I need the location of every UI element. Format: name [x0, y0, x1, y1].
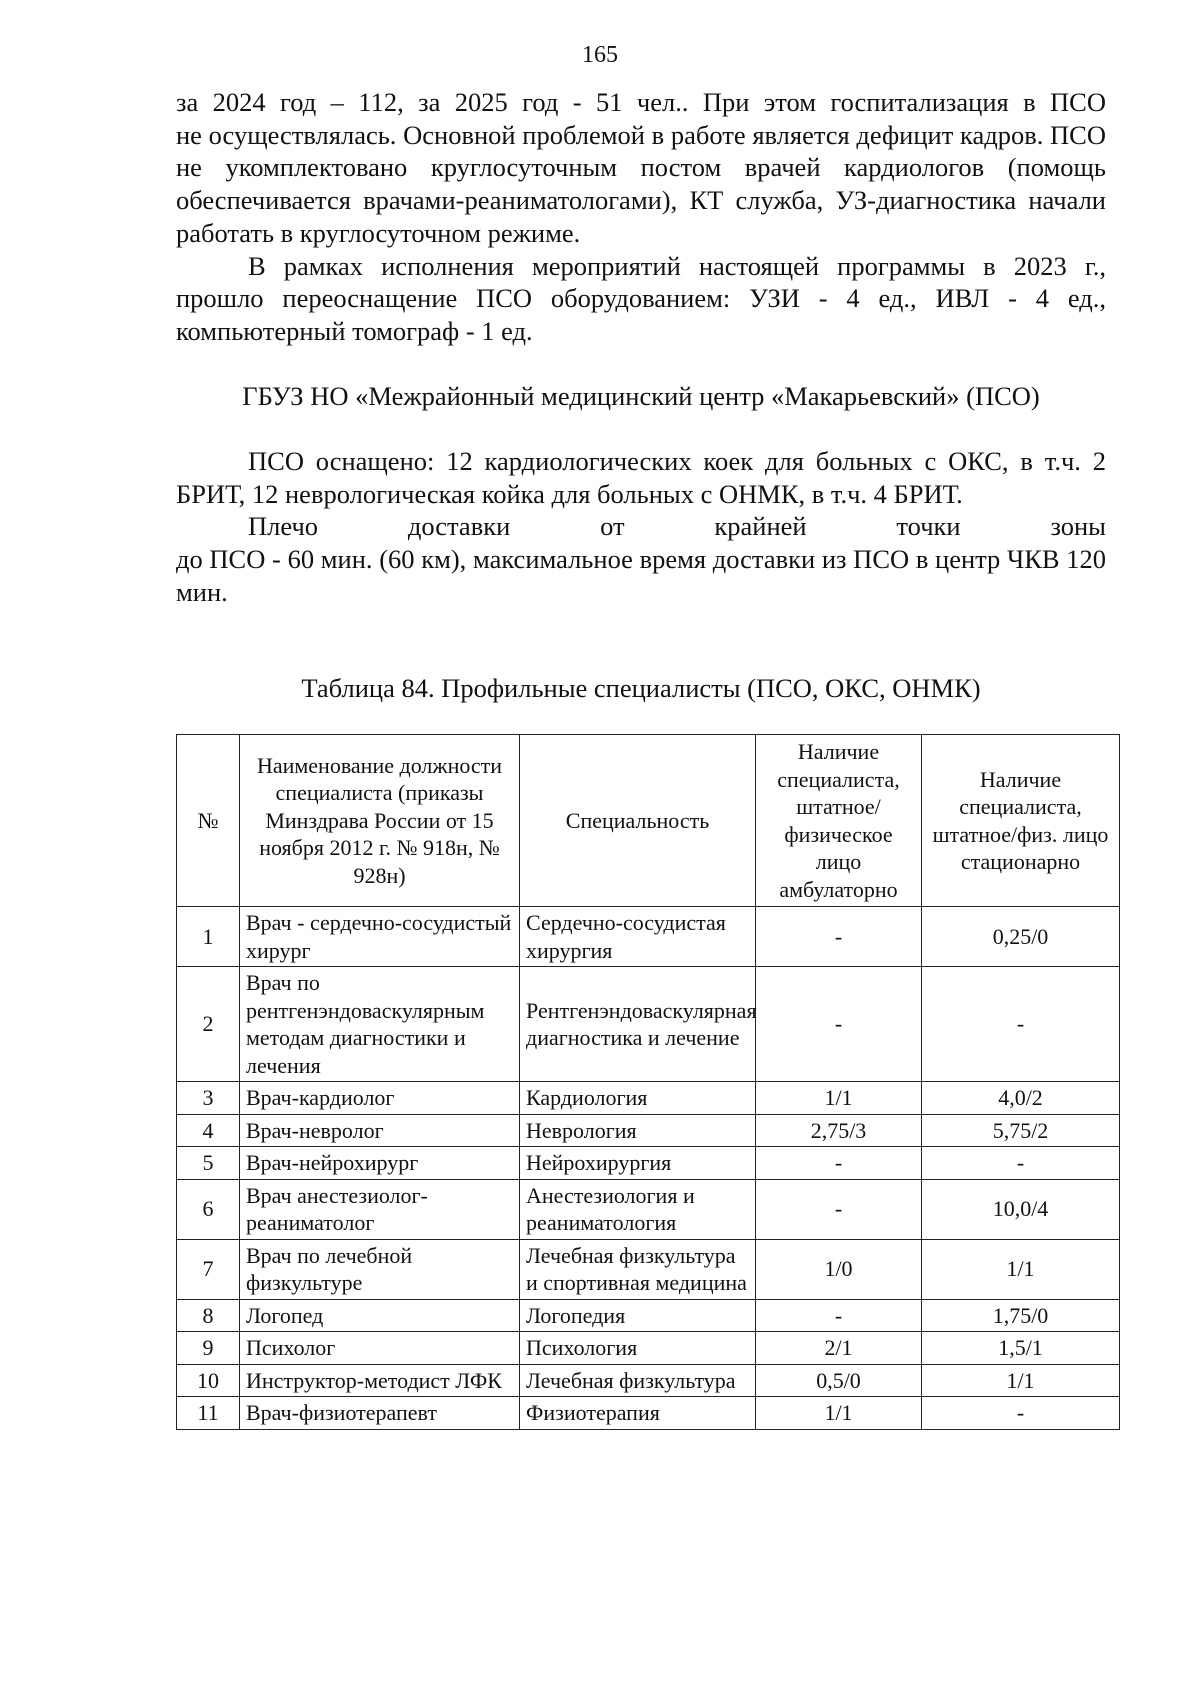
- page-number: 165: [582, 42, 618, 68]
- section-title: ГБУЗ НО «Межрайонный медицинский центр «Макарьевский» (ПСО): [242, 381, 1040, 411]
- cell-outpatient: 1/0: [756, 1239, 922, 1299]
- cell-specialty: Лечебная физкультура: [520, 1364, 756, 1397]
- table-row: [177, 907, 1120, 967]
- cell-num: 9: [177, 1332, 240, 1365]
- specialists-table: [176, 734, 1120, 1430]
- table-row: [177, 1299, 1120, 1332]
- cell-inpatient: -: [922, 1147, 1120, 1180]
- cell-position: Инструктор-методист ЛФК: [240, 1364, 520, 1397]
- cell-position: Врач-физиотерапевт: [240, 1397, 520, 1430]
- header-num: №: [177, 735, 240, 907]
- cell-num: 4: [177, 1114, 240, 1147]
- paragraph-2: В рамках исполнения мероприятий настоящей программы в 2023 г., прошло переоснащение ПСО оборудованием: УЗИ - 4 ед., ИВЛ - 4 ед., компьютерный томограф - 1 ед.: [176, 250, 1106, 346]
- table-row: [177, 1179, 1120, 1239]
- cell-specialty: Неврология: [520, 1114, 756, 1147]
- header-inpatient: Наличие специалиста, штатное/физ. лицо стационарно: [922, 735, 1120, 907]
- paragraph-1: не осуществлялась. Основной проблемой в работе является дефицит кадров. ПСО не укомплектовано круглосуточным постом врачей кардиологов (помощь обеспечивается врачами-реаниматологами), КТ служба, УЗ-диагностика начали работать в круглосуточном режиме.: [176, 119, 1106, 248]
- header-specialty: Специальность: [520, 735, 756, 907]
- cell-inpatient: 10,0/4: [922, 1179, 1120, 1239]
- cell-outpatient: 1/1: [756, 1397, 922, 1430]
- cell-position: Врач-кардиолог: [240, 1082, 520, 1115]
- cell-outpatient: 2,75/3: [756, 1114, 922, 1147]
- cell-specialty: Физиотерапия: [520, 1397, 756, 1430]
- table-header-row: [177, 735, 1120, 907]
- cell-inpatient: 4,0/2: [922, 1082, 1120, 1115]
- cell-outpatient: -: [756, 907, 922, 967]
- cell-specialty: Нейрохирургия: [520, 1147, 756, 1180]
- cell-specialty: Сердечно-сосудистая хирургия: [520, 907, 756, 967]
- cell-outpatient: -: [756, 1179, 922, 1239]
- cell-specialty: Анестезиология и реаниматология: [520, 1179, 756, 1239]
- cell-inpatient: 5,75/2: [922, 1114, 1120, 1147]
- table-row: [177, 1114, 1120, 1147]
- cell-specialty: Психология: [520, 1332, 756, 1365]
- paragraph-1-first-line: за 2024 год – 112, за 2025 год - 51 чел.. При этом госпитализация в ПСО: [176, 87, 1106, 117]
- cell-num: 2: [177, 967, 240, 1082]
- cell-specialty: Лечебная физкультура и спортивная медицина: [520, 1239, 756, 1299]
- paragraph-4: до ПСО - 60 мин. (60 км), максимальное время доставки из ПСО в центр ЧКВ 120 мин.: [176, 544, 1106, 607]
- cell-num: 6: [177, 1179, 240, 1239]
- cell-num: 7: [177, 1239, 240, 1299]
- cell-specialty: Рентгенэндоваскулярная диагностика и лечение: [520, 967, 756, 1082]
- cell-specialty: Кардиология: [520, 1082, 756, 1115]
- cell-inpatient: 0,25/0: [922, 907, 1120, 967]
- cell-inpatient: 1/1: [922, 1239, 1120, 1299]
- cell-num: 11: [177, 1397, 240, 1430]
- cell-outpatient: -: [756, 1147, 922, 1180]
- cell-num: 5: [177, 1147, 240, 1180]
- cell-position: Врач-невролог: [240, 1114, 520, 1147]
- cell-outpatient: 1/1: [756, 1082, 922, 1115]
- table-row: [177, 1147, 1120, 1180]
- cell-num: 1: [177, 907, 240, 967]
- table-row: [177, 967, 1120, 1082]
- cell-position: Психолог: [240, 1332, 520, 1365]
- cell-outpatient: 2/1: [756, 1332, 922, 1365]
- intro-paragraphs: [176, 86, 1106, 348]
- table-row: [177, 1082, 1120, 1115]
- cell-position: Логопед: [240, 1299, 520, 1332]
- cell-position: Врач по рентгенэндоваскулярным методам диагностики и лечения: [240, 967, 520, 1082]
- cell-position: Врач анестезиолог-реаниматолог: [240, 1179, 520, 1239]
- cell-num: 8: [177, 1299, 240, 1332]
- cell-position: Врач - сердечно-сосудистый хирург: [240, 907, 520, 967]
- cell-outpatient: 0,5/0: [756, 1364, 922, 1397]
- cell-inpatient: 1,75/0: [922, 1299, 1120, 1332]
- cell-num: 3: [177, 1082, 240, 1115]
- cell-position: Врач-нейрохирург: [240, 1147, 520, 1180]
- cell-inpatient: -: [922, 1397, 1120, 1430]
- table-row: [177, 1239, 1120, 1299]
- paragraph-4-first-line: Плечо доставки от крайней точки зоны: [248, 511, 1106, 542]
- table-row: [177, 1364, 1120, 1397]
- header-position: Наименование должности специалиста (приказы Минздрава России от 15 ноября 2012 г. № 918н, № 928н): [240, 735, 520, 907]
- table-row: [177, 1332, 1120, 1365]
- table-row: [177, 1397, 1120, 1430]
- facility-paragraphs: [176, 445, 1106, 609]
- cell-outpatient: -: [756, 1299, 922, 1332]
- header-outpatient: Наличие специалиста, штатное/физическое лицо амбулаторно: [756, 735, 922, 907]
- cell-num: 10: [177, 1364, 240, 1397]
- cell-outpatient: -: [756, 967, 922, 1082]
- cell-inpatient: -: [922, 967, 1120, 1082]
- cell-position: Врач по лечебной физкультуре: [240, 1239, 520, 1299]
- cell-specialty: Логопедия: [520, 1299, 756, 1332]
- cell-inpatient: 1,5/1: [922, 1332, 1120, 1365]
- cell-inpatient: 1/1: [922, 1364, 1120, 1397]
- table-caption: Таблица 84. Профильные специалисты (ПСО, ОКС, ОНМК): [301, 673, 981, 703]
- paragraph-3: ПСО оснащено: 12 кардиологических коек для больных с ОКС, в т.ч. 2 БРИТ, 12 неврологическая койка для больных с ОНМК, в т.ч. 4 БРИТ.: [176, 446, 1106, 509]
